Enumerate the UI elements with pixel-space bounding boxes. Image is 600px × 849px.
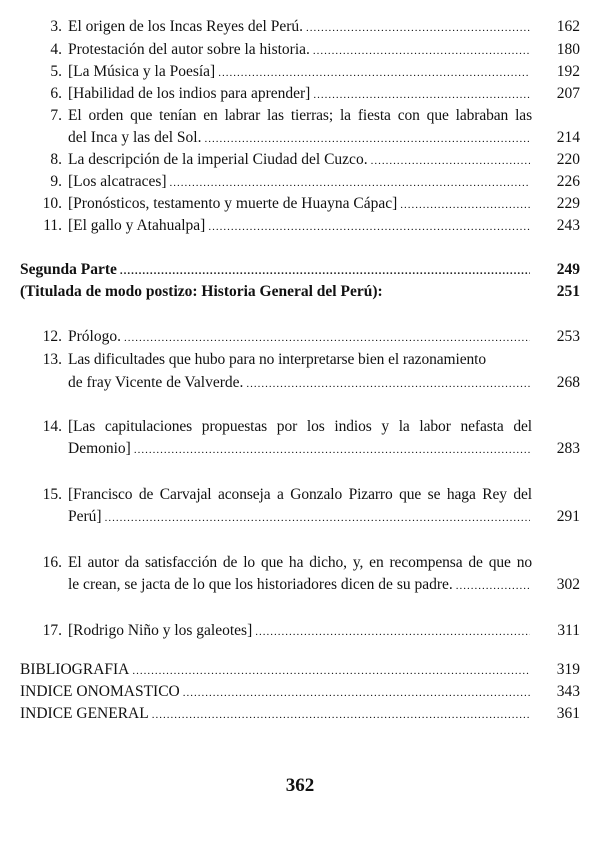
entry-number: 15. [42,486,62,503]
entry-page: 311 [557,622,580,639]
entry-number: 11. [43,217,62,234]
entry-title: [El gallo y Atahualpa] [68,217,206,234]
entry-number: 12. [42,328,62,345]
entry-title-line1: El orden que tenían en labrar las tierras; la fiesta con que labraban las [68,107,532,124]
entry-number: 3. [50,18,62,35]
entry-page: 291 [556,508,580,525]
index-title: INDICE ONOMASTICO [20,683,180,700]
entry-number: 8. [50,151,62,168]
entry-title: [Rodrigo Niño y los galeotes] [68,622,253,639]
entry-number: 4. [50,41,62,58]
index-page: 361 [556,705,580,722]
entry-page: 162 [556,18,580,35]
entry-number: 13. [42,351,62,368]
entry-number: 5. [50,63,62,80]
index-page: 343 [556,683,580,700]
entry-page: 268 [556,374,580,391]
index-title: INDICE GENERAL [20,705,149,722]
index-page: 319 [556,661,580,678]
entry-title: [Pronósticos, testamento y muerte de Huayna Cápac] [68,195,398,212]
entry-number: 6. [50,85,62,102]
entry-title-line2: Demonio] [68,440,131,457]
entry-title: [Habilidad de los indios para aprender] [68,85,311,102]
entry-page: 207 [556,85,580,102]
entry-title: El origen de los Incas Reyes del Perú. [68,18,304,35]
entry-title: [La Música y la Poesía] [68,63,216,80]
section-subtitle: (Titulada de modo postizo: Historia General del Perú): [20,283,383,300]
entry-page: 243 [556,217,580,234]
page-number: 362 [285,775,315,796]
entry-title-line1: El autor da satisfacción de lo que ha dicho, y, en recompensa de que no [68,554,532,571]
entry-title: Prólogo. [68,328,121,345]
entry-page: 302 [556,576,580,593]
entry-number: 17. [42,622,62,639]
entry-page: 192 [556,63,580,80]
entry-page: 180 [556,41,580,58]
entry-title-line2: le crean, se jacta de lo que los historiadores dicen de su padre. [68,576,453,593]
entry-title-line1: [Las capitulaciones propuestas por los indios y la labor nefasta del [68,418,532,435]
entry-number: 10. [42,195,62,212]
entry-number: 7. [50,107,62,124]
entry-title-line1: [Francisco de Carvajal aconseja a Gonzalo Pizarro que se haga Rey del [68,486,532,503]
entry-title-line1: Las dificultades que hubo para no interpretarse bien el razonamiento [68,351,486,368]
entry-title: La descripción de la imperial Ciudad del Cuzco. [68,151,368,168]
entry-title: [Los alcatraces] [68,173,167,190]
entry-title-line2: del Inca y las del Sol. [68,129,202,146]
entry-page: 226 [556,173,580,190]
entry-number: 9. [50,173,62,190]
section-title: Segunda Parte [20,261,117,278]
entry-title-line2: Perú] [68,508,102,525]
entry-title: Protestación del autor sobre la historia. [68,41,310,58]
entry-page: 283 [556,440,580,457]
entry-page: 214 [556,129,580,146]
entry-page: 229 [556,195,580,212]
entry-number: 14. [42,418,62,435]
entry-number: 16. [42,554,62,571]
index-title: BIBLIOGRAFIA [20,661,130,678]
entry-page: 220 [556,151,580,168]
section-page: 249 [556,261,580,278]
entry-page: 253 [556,328,580,345]
section-page: 251 [556,283,580,300]
entry-title-line2: de fray Vicente de Valverde. [68,374,244,391]
